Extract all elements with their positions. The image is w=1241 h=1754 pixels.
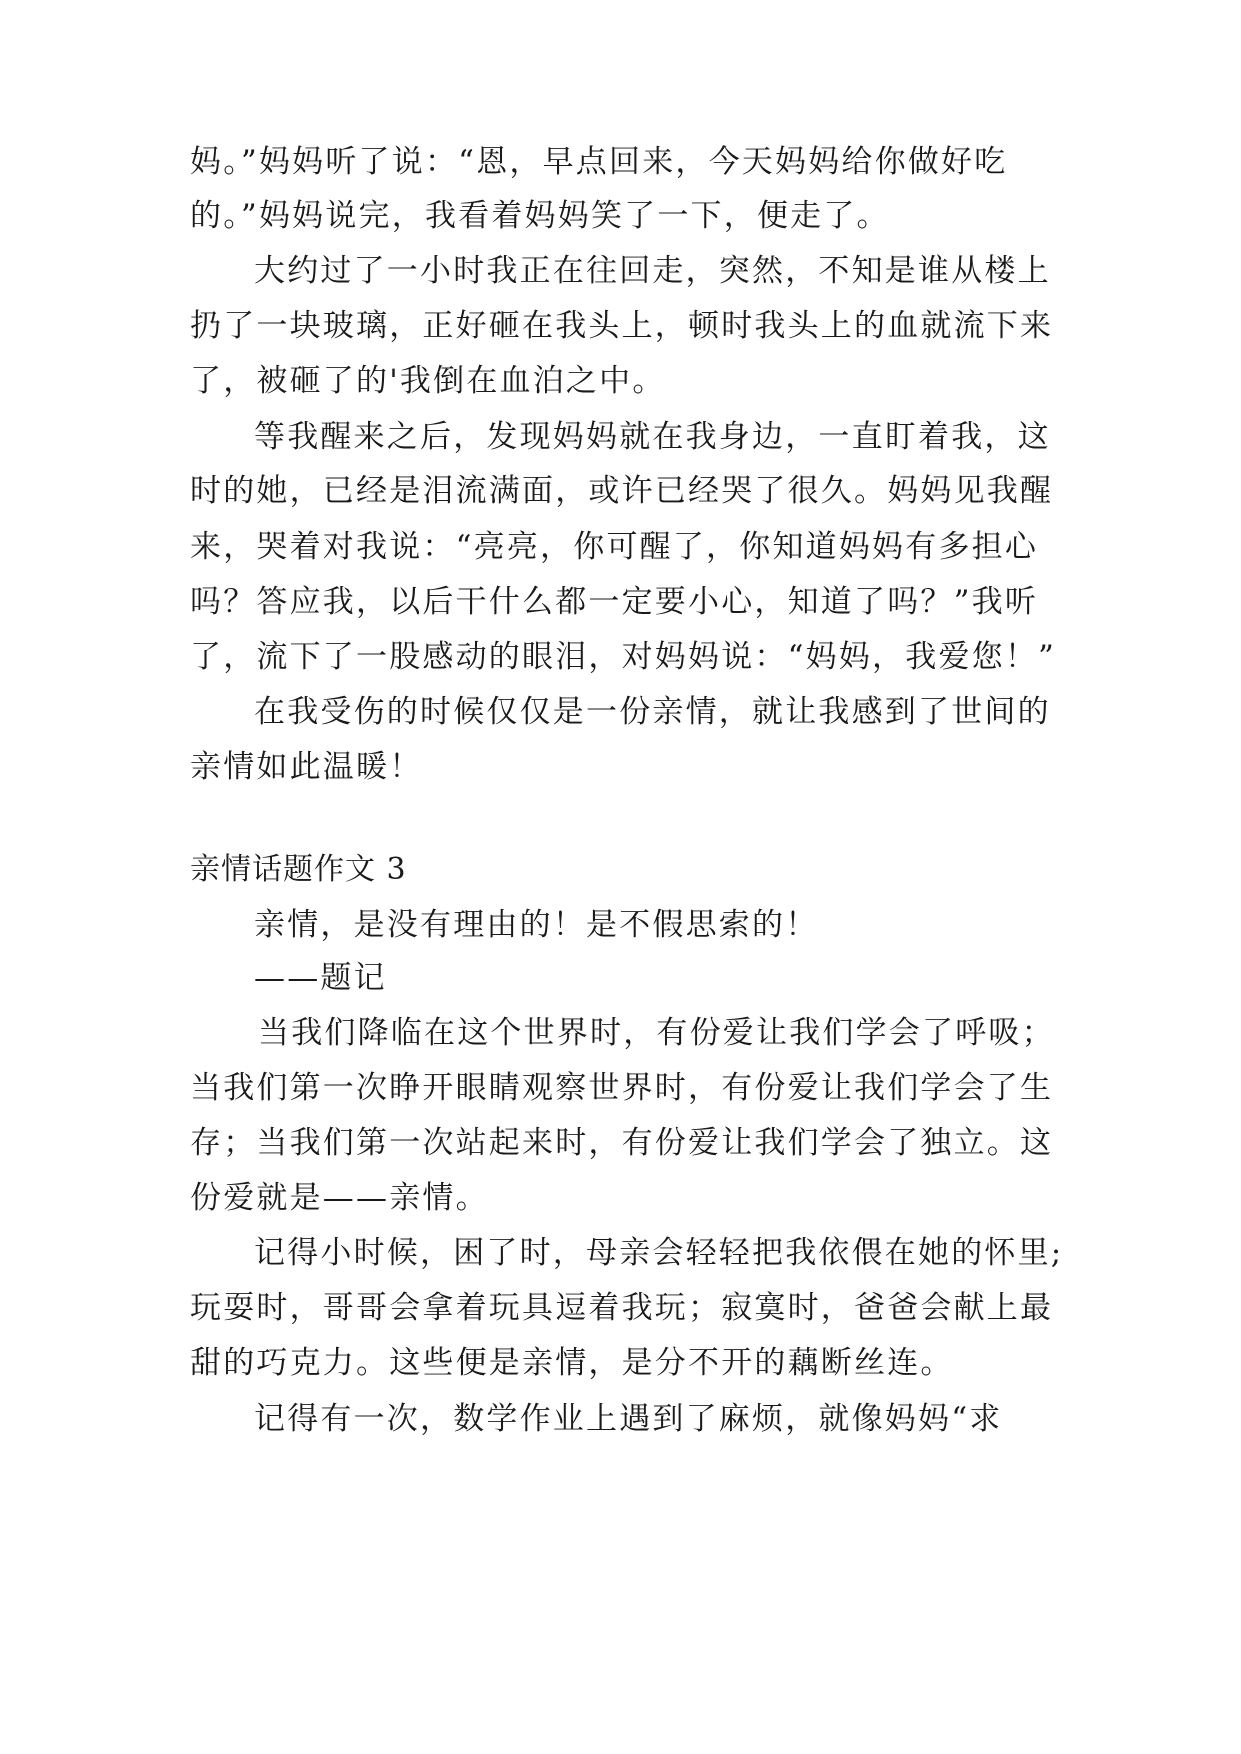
- text-line: 当我们第一次睁开眼睛观察世界时，有份爱让我们学会了生: [190, 1070, 1054, 1106]
- text-line: 份爱就是——亲情。: [190, 1180, 489, 1216]
- text-line: 妈。”妈妈听了说：“恩，早点回来，今天妈妈给你做好吃: [190, 144, 1008, 180]
- text-line: 等我醒来之后，发现妈妈就在我身边，一直盯着我，这: [254, 419, 1051, 455]
- section-heading: 亲情话题作文 3: [190, 852, 407, 887]
- text-line: 吗？答应我，以后干什么都一定要小心，知道了吗？”我听: [190, 584, 1039, 620]
- text-line: 玩耍时，哥哥会拿着玩具逗着我玩；寂寞时，爸爸会献上最: [190, 1290, 1054, 1326]
- text-line: 大约过了一小时我正在往回走，突然，不知是谁从楼上: [254, 253, 1051, 289]
- epigraph-attribution: ——题记: [254, 960, 387, 996]
- text-line: 亲情如此温暖！: [190, 749, 423, 785]
- text-line: 当我们降临在这个世界时，有份爱让我们学会了呼吸；: [258, 1015, 1055, 1051]
- epigraph: 亲情，是没有理由的！是不假思索的！: [254, 907, 819, 943]
- text-line: 了，流下了一股感动的眼泪，对妈妈说：“妈妈，我爱您！”: [190, 639, 1057, 675]
- text-line: 时的她，已经是泪流满面，或许已经哭了很久。妈妈见我醒: [190, 473, 1054, 509]
- text-line: 了，被砸了的'我倒在血泊之中。: [190, 363, 666, 399]
- text-line: 来，哭着对我说：“亮亮，你可醒了，你知道妈妈有多担心: [190, 529, 1039, 565]
- text-line: 存；当我们第一次站起来时，有份爱让我们学会了独立。这: [190, 1125, 1054, 1161]
- text-line: 在我受伤的时候仅仅是一份亲情，就让我感到了世间的: [254, 694, 1051, 730]
- text-line: 扔了一块玻璃，正好砸在我头上，顿时我头上的血就流下来: [190, 308, 1054, 344]
- text-line: 甜的巧克力。这些便是亲情，是分不开的藕断丝连。: [190, 1345, 954, 1381]
- text-line: 记得有一次，数学作业上遇到了麻烦，就像妈妈“求: [254, 1401, 1003, 1437]
- text-line: 的。”妈妈说完，我看着妈妈笑了一下，便走了。: [190, 198, 890, 234]
- text-line: 记得小时候，困了时，母亲会轻轻把我依偎在她的怀里;: [254, 1235, 1064, 1271]
